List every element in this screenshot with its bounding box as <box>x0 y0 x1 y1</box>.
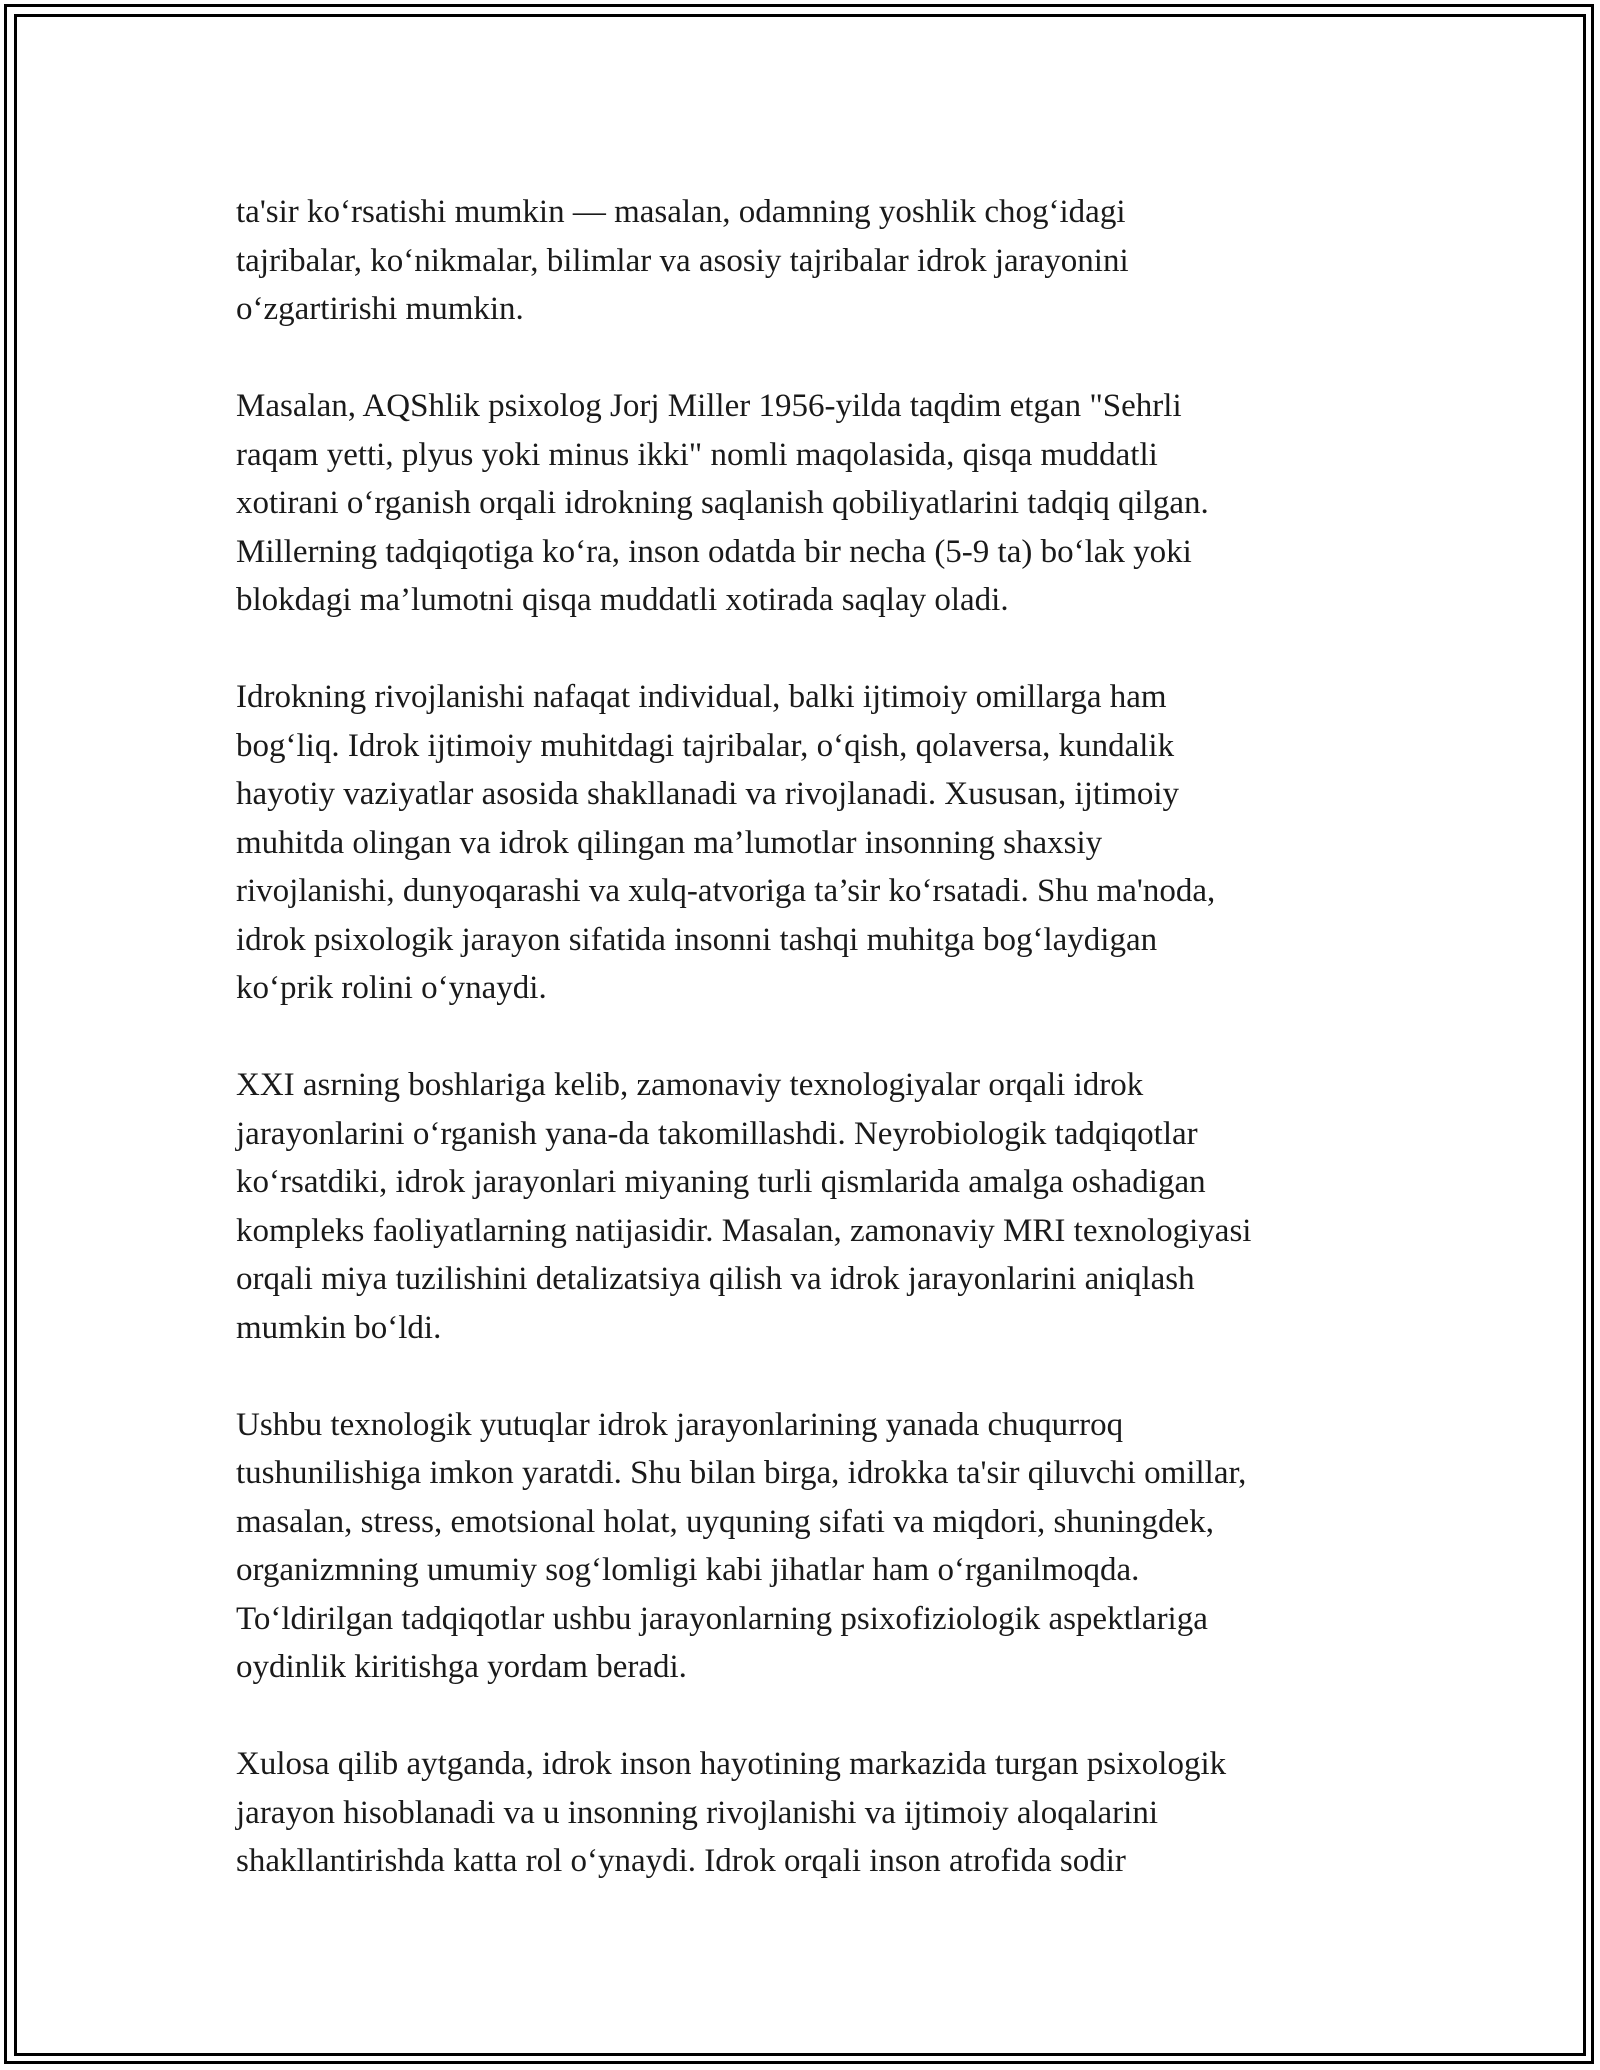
text-line: raqam yetti, plyus yoki minus ikki" nomli maqolasida, qisqa muddatli <box>236 436 1158 473</box>
text-line: XXI asrning boshlariga kelib, zamonaviy texnologiyalar orqali idrok <box>236 1067 1144 1103</box>
text-line: Xulosa qilib aytganda, idrok inson hayotining markazida turgan psixologik <box>236 1746 1227 1782</box>
text-line: ko‘prik rolini o‘ynaydi. <box>236 970 547 1006</box>
text-line: tushunilishiga imkon yaratdi. Shu bilan birga, idrokka ta'sir qiluvchi omillar, <box>236 1455 1247 1491</box>
text-line: To‘ldirilgan tadqiqotlar ushbu jarayonlarning psixofiziologik aspektlariga <box>236 1600 1208 1637</box>
text-line: kompleks faoliyatlarning natijasidir. Masalan, zamonaviy MRI texnologiyasi <box>236 1212 1252 1249</box>
text-line: Masalan, AQShlik psixolog Jorj Miller 1956-yilda taqdim etgan "Sehrli <box>236 388 1182 424</box>
text-line: ko‘rsatdiki, idrok jarayonlari miyaning turli qismlarida amalga oshadigan <box>236 1164 1206 1200</box>
text-line: mumkin bo‘ldi. <box>236 1309 442 1346</box>
text-line: muhitda olingan va idrok qilingan ma’lumotlar insonning shaxsiy <box>236 824 1103 861</box>
paragraph <box>236 673 1386 1013</box>
text-line: blokdagi ma’lumotni qisqa muddatli xotirada saqlay oladi. <box>236 582 1009 618</box>
paragraph <box>236 1061 1386 1352</box>
paragraph <box>236 1401 1386 1692</box>
paragraph <box>236 382 1386 625</box>
text-line: Ushbu texnologik yutuqlar idrok jarayonlarining yanada chuqurroq <box>236 1406 1124 1443</box>
text-line: tajribalar, ko‘nikmalar, bilimlar va asosiy tajribalar idrok jarayonini <box>236 242 1129 279</box>
text-line: ta'sir ko‘rsatishi mumkin — masalan, odamning yoshlik chog‘idagi <box>236 194 1126 230</box>
text-line: organizmning umumiy sog‘lomligi kabi jihatlar ham o‘rganilmoqda. <box>236 1552 1140 1588</box>
text-line: orqali miya tuzilishini detalizatsiya qilish va idrok jarayonlarini aniqlash <box>236 1261 1195 1297</box>
text-line: oydinlik kiritishga yordam beradi. <box>236 1649 687 1685</box>
paragraph <box>236 1740 1386 1886</box>
text-line: jarayonlarini o‘rganish yana-da takomillashdi. Neyrobiologik tadqiqotlar <box>236 1115 1198 1152</box>
text-line: o‘zgartirishi mumkin. <box>236 291 524 327</box>
text-line: bog‘liq. Idrok ijtimoiy muhitdagi tajribalar, o‘qish, qolaversa, kundalik <box>236 727 1175 764</box>
text-line: Millerning tadqiqotiga ko‘ra, inson odatda bir necha (5-9 ta) bo‘lak yoki <box>236 533 1192 570</box>
document-body <box>236 188 1386 1934</box>
text-line: jarayon hisoblanadi va u insonning rivojlanishi va ijtimoiy aloqalarini <box>236 1794 1159 1831</box>
text-line: idrok psixologik jarayon sifatida insonni tashqi muhitga bog‘laydigan <box>236 921 1158 958</box>
paragraph <box>236 188 1386 334</box>
text-line: xotirani o‘rganish orqali idrokning saqlanish qobiliyatlarini tadqiq qilgan. <box>236 485 1209 521</box>
text-line: rivojlanishi, dunyoqarashi va xulq-atvoriga ta’sir ko‘rsatadi. Shu ma'noda, <box>236 873 1216 909</box>
text-line: shakllantirishda katta rol o‘ynaydi. Idrok orqali inson atrofida sodir <box>236 1843 1126 1879</box>
text-line: Idrokning rivojlanishi nafaqat individual, balki ijtimoiy omillarga ham <box>236 679 1167 715</box>
text-line: hayotiy vaziyatlar asosida shakllanadi va rivojlanadi. Xususan, ijtimoiy <box>236 776 1180 812</box>
text-line: masalan, stress, emotsional holat, uyquning sifati va miqdori, shuningdek, <box>236 1503 1214 1540</box>
